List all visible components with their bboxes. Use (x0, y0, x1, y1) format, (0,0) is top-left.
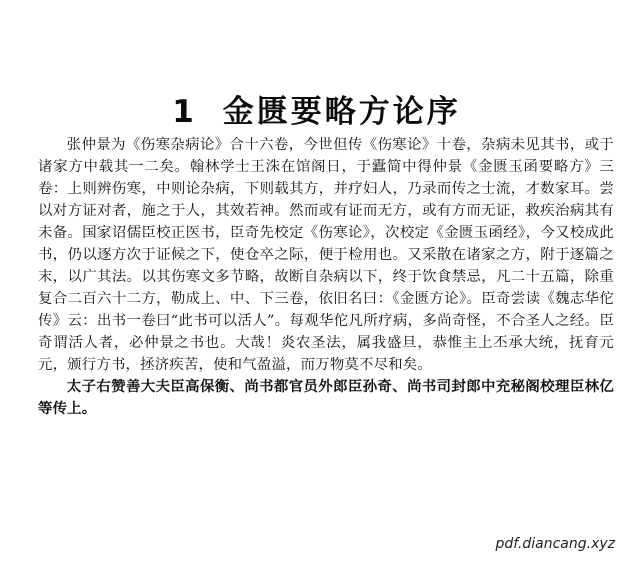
chapter-title: 金匮要略方论序 (222, 94, 461, 130)
preface-paragraph: 张仲景为《伤寒杂病论》合十六卷，今世但传《伤寒论》十卷，杂病未见其书，或于诸家方中载其一二矣。翰林学士王洙在馆阁日，于蠹简中得仲景《金匮玉函要略方》三卷：上则辨伤寒，中则论杂病，下则载其方，并疗妇人，乃录而传之士流，才数家耳。尝以对方证对者，施之于人，其效若神。然而或有证而无方，或有方而无证，救疾治病其有未备。国家诏儒臣校正医书，臣奇先校定《伤寒论》，次校定《金匮玉函经》，今又校成此书，仍以逐方次于证候之下，使仓卒之际，便于检用也。又采散在诸家之方，附于逐篇之末，以广其法。以其伤寒文多节略，故断自杂病以下，终于饮食禁忌，凡二十五篇，除重复合二百六十二方，勒成上、中、下三卷，依旧名曰：《金匮方论》。臣奇尝读《魏志华佗传》云：出书一卷曰“此书可以活人”。每观华佗凡所疗病，多尚奇怪，不合圣人之经。臣奇谓活人者，必仲景之书也。大哉！炎农圣法，属我盛旦，恭惟主上丕承大统，抚育元元，颁行方书，拯济疾苦，使和气盈溢，而万物莫不尽和矣。 (38, 137, 614, 373)
watermark-text: pdf.diancang.xyz (495, 536, 615, 552)
signature-line: 太子右赞善大夫臣高保衡、尚书都官员外郎臣孙奇、尚书司封郎中充秘阁校理臣林亿等传上。 (38, 378, 614, 417)
chapter-number: 1 (172, 94, 197, 130)
page-title (0, 86, 633, 131)
preface-body (38, 134, 614, 420)
